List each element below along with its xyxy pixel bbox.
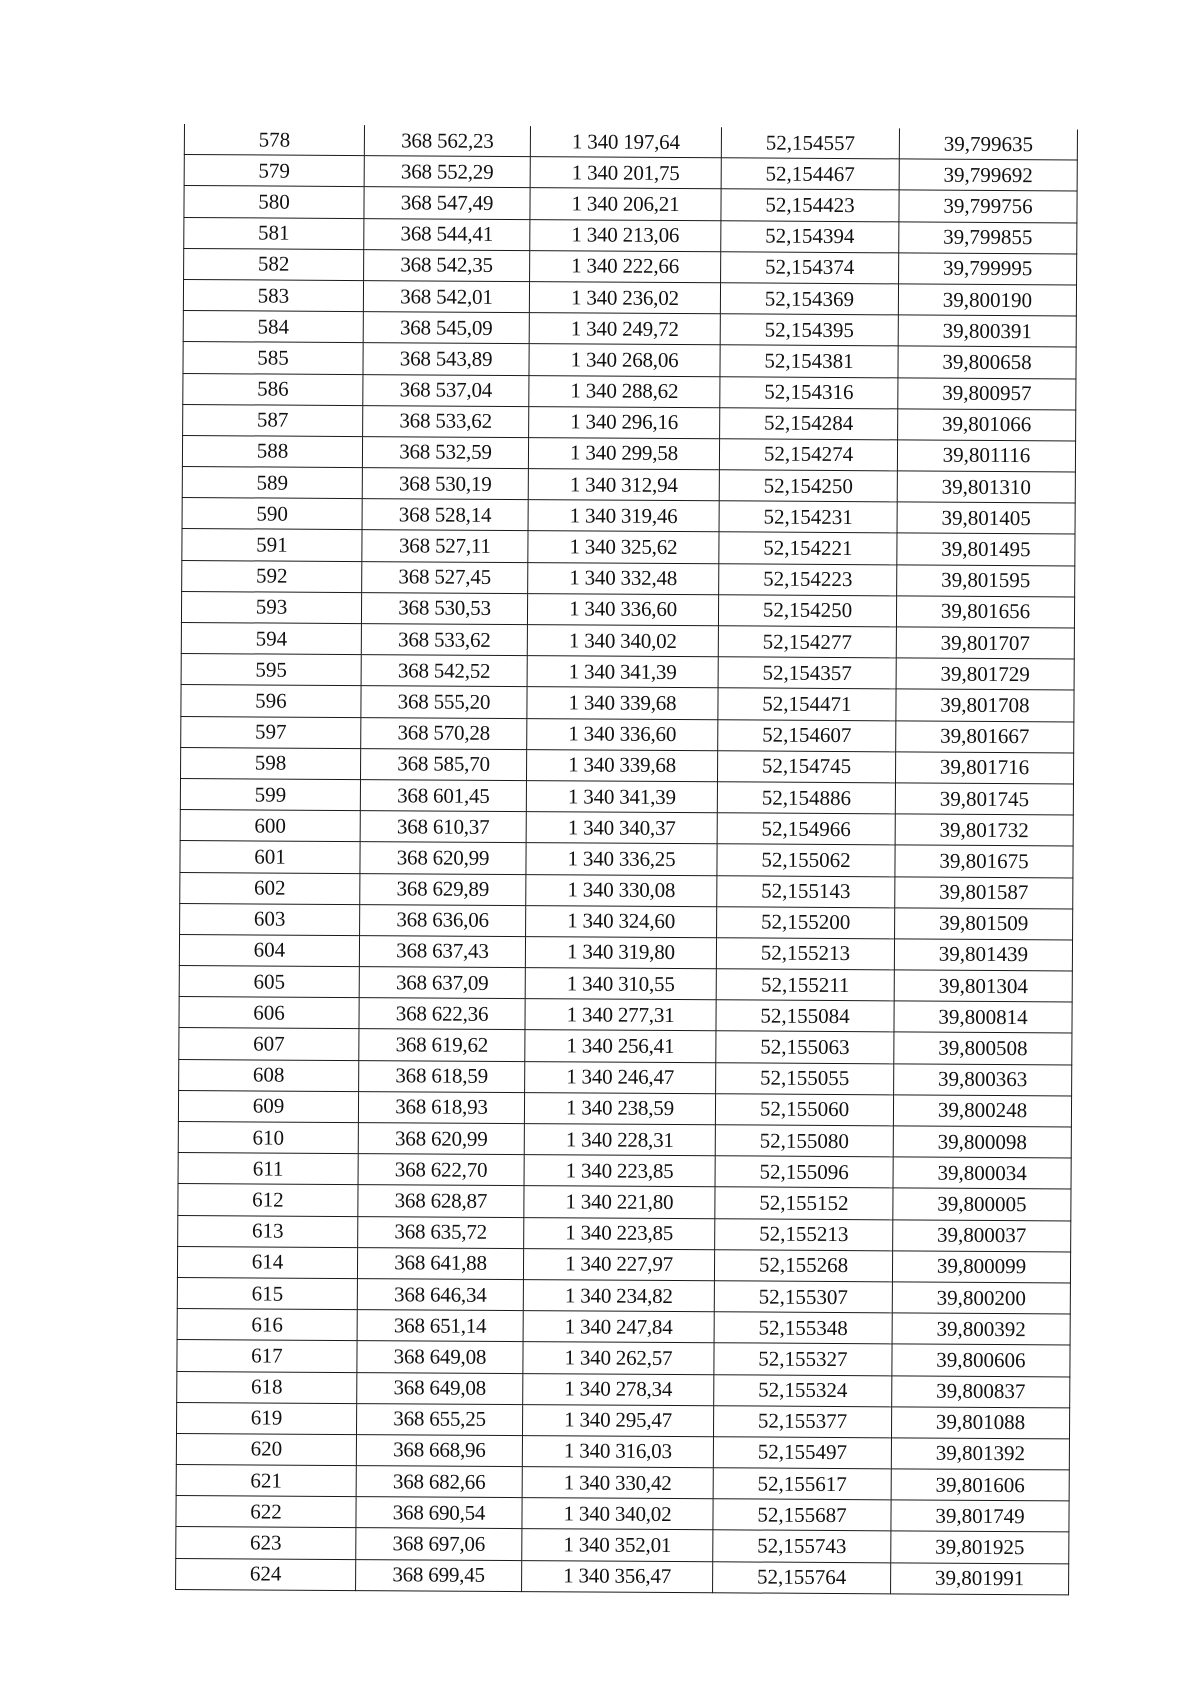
point-number-cell: 598	[181, 747, 361, 779]
latitude-cell: 52,155348	[714, 1312, 892, 1344]
latitude-cell: 52,155377	[713, 1405, 891, 1437]
y-coordinate-cell: 1 340 288,62	[529, 375, 720, 407]
latitude-cell: 52,155080	[715, 1125, 893, 1157]
x-coordinate-cell: 368 649,08	[357, 1372, 523, 1404]
point-number-cell: 582	[184, 248, 364, 280]
longitude-cell: 39,799635	[899, 128, 1077, 160]
x-coordinate-cell: 368 628,87	[358, 1185, 524, 1217]
latitude-cell: 52,155211	[716, 969, 894, 1001]
latitude-cell: 52,154284	[720, 407, 898, 439]
latitude-cell: 52,155152	[715, 1187, 893, 1219]
longitude-cell: 39,799692	[899, 159, 1077, 191]
point-number-cell: 601	[180, 841, 360, 873]
y-coordinate-cell: 1 340 356,47	[522, 1560, 713, 1592]
x-coordinate-cell: 368 620,99	[358, 1123, 524, 1155]
x-coordinate-cell: 368 570,28	[361, 717, 527, 749]
x-coordinate-cell: 368 533,62	[361, 624, 527, 656]
y-coordinate-cell: 1 340 256,41	[525, 1030, 716, 1062]
x-coordinate-cell: 368 532,59	[362, 436, 528, 468]
point-number-cell: 607	[179, 1028, 359, 1060]
y-coordinate-cell: 1 340 319,46	[528, 500, 719, 532]
latitude-cell: 52,155063	[716, 1031, 894, 1063]
longitude-cell: 39,801088	[891, 1407, 1069, 1439]
y-coordinate-cell: 1 340 277,31	[525, 999, 716, 1031]
y-coordinate-cell: 1 340 221,80	[524, 1186, 715, 1218]
y-coordinate-cell: 1 340 312,94	[528, 469, 719, 501]
latitude-cell: 52,154423	[721, 189, 899, 221]
x-coordinate-cell: 368 622,70	[358, 1154, 524, 1186]
longitude-cell: 39,800098	[893, 1126, 1071, 1158]
x-coordinate-cell: 368 543,89	[363, 343, 529, 375]
x-coordinate-cell: 368 533,62	[363, 405, 529, 437]
x-coordinate-cell: 368 622,36	[359, 998, 525, 1030]
latitude-cell: 52,154886	[717, 782, 895, 814]
longitude-cell: 39,801066	[898, 409, 1076, 441]
longitude-cell: 39,800508	[894, 1032, 1072, 1064]
y-coordinate-cell: 1 340 201,75	[530, 157, 721, 189]
y-coordinate-cell: 1 340 223,85	[524, 1217, 715, 1249]
y-coordinate-cell: 1 340 340,37	[526, 812, 717, 844]
x-coordinate-cell: 368 537,04	[363, 374, 529, 406]
longitude-cell: 39,801732	[895, 814, 1073, 846]
y-coordinate-cell: 1 340 206,21	[530, 188, 721, 220]
y-coordinate-cell: 1 340 234,82	[523, 1280, 714, 1312]
longitude-cell: 39,801304	[894, 970, 1072, 1002]
x-coordinate-cell: 368 636,06	[360, 904, 526, 936]
longitude-cell: 39,800190	[898, 284, 1076, 316]
coordinates-table-body	[176, 124, 1078, 1595]
latitude-cell: 52,155096	[715, 1156, 893, 1188]
point-number-cell: 606	[179, 997, 359, 1029]
latitude-cell: 52,155617	[713, 1468, 891, 1500]
y-coordinate-cell: 1 340 330,42	[522, 1467, 713, 1499]
y-coordinate-cell: 1 340 295,47	[522, 1404, 713, 1436]
y-coordinate-cell: 1 340 336,60	[527, 593, 718, 625]
latitude-cell: 52,154277	[718, 626, 896, 658]
y-coordinate-cell: 1 340 341,39	[527, 656, 718, 688]
point-number-cell: 579	[184, 155, 364, 187]
latitude-cell: 52,154369	[720, 283, 898, 315]
point-number-cell: 595	[181, 654, 361, 686]
x-coordinate-cell: 368 641,88	[357, 1247, 523, 1279]
latitude-cell: 52,155327	[714, 1343, 892, 1375]
longitude-cell: 39,800200	[892, 1282, 1070, 1314]
y-coordinate-cell: 1 340 296,16	[529, 406, 720, 438]
longitude-cell: 39,800037	[893, 1219, 1071, 1251]
x-coordinate-cell: 368 655,25	[356, 1403, 522, 1435]
x-coordinate-cell: 368 544,41	[364, 218, 530, 250]
latitude-cell: 52,155764	[713, 1561, 891, 1593]
x-coordinate-cell: 368 530,19	[362, 468, 528, 500]
point-number-cell: 603	[180, 903, 360, 935]
y-coordinate-cell: 1 340 352,01	[522, 1529, 713, 1561]
y-coordinate-cell: 1 340 278,34	[523, 1373, 714, 1405]
longitude-cell: 39,799995	[899, 253, 1077, 285]
x-coordinate-cell: 368 699,45	[356, 1559, 522, 1591]
point-number-cell: 612	[178, 1184, 358, 1216]
x-coordinate-cell: 368 690,54	[356, 1497, 522, 1529]
latitude-cell: 52,154274	[719, 439, 897, 471]
longitude-cell: 39,801587	[895, 876, 1073, 908]
point-number-cell: 605	[179, 966, 359, 998]
latitude-cell: 52,154395	[720, 314, 898, 346]
latitude-cell: 52,154316	[720, 376, 898, 408]
point-number-cell: 580	[184, 186, 364, 218]
x-coordinate-cell: 368 601,45	[360, 780, 526, 812]
point-number-cell: 616	[177, 1309, 357, 1341]
longitude-cell: 39,801606	[891, 1469, 1069, 1501]
x-coordinate-cell: 368 668,96	[356, 1434, 522, 1466]
longitude-cell: 39,801675	[895, 845, 1073, 877]
latitude-cell: 52,154557	[721, 127, 899, 159]
x-coordinate-cell: 368 637,43	[359, 935, 525, 967]
longitude-cell: 39,801749	[891, 1500, 1069, 1532]
longitude-cell: 39,800099	[892, 1251, 1070, 1283]
y-coordinate-cell: 1 340 227,97	[523, 1248, 714, 1280]
x-coordinate-cell: 368 542,52	[361, 655, 527, 687]
y-coordinate-cell: 1 340 222,66	[530, 250, 721, 282]
point-number-cell: 592	[182, 560, 362, 592]
latitude-cell: 52,154471	[718, 688, 896, 720]
longitude-cell: 39,801509	[895, 908, 1073, 940]
longitude-cell: 39,801405	[897, 502, 1075, 534]
point-number-cell: 583	[183, 279, 363, 311]
x-coordinate-cell: 368 697,06	[356, 1528, 522, 1560]
longitude-cell: 39,801392	[891, 1438, 1069, 1470]
x-coordinate-cell: 368 585,70	[360, 748, 526, 780]
latitude-cell: 52,155213	[716, 938, 894, 970]
point-number-cell: 599	[180, 778, 360, 810]
longitude-cell: 39,801716	[895, 752, 1073, 784]
point-number-cell: 621	[176, 1465, 356, 1497]
y-coordinate-cell: 1 340 341,39	[526, 781, 717, 813]
latitude-cell: 52,155497	[713, 1437, 891, 1469]
point-number-cell: 604	[179, 934, 359, 966]
latitude-cell: 52,155055	[716, 1062, 894, 1094]
latitude-cell: 52,154966	[717, 813, 895, 845]
y-coordinate-cell: 1 340 249,72	[529, 313, 720, 345]
point-number-cell: 618	[177, 1371, 357, 1403]
x-coordinate-cell: 368 545,09	[363, 312, 529, 344]
y-coordinate-cell: 1 340 330,08	[526, 874, 717, 906]
point-number-cell: 614	[177, 1246, 357, 1278]
y-coordinate-cell: 1 340 340,02	[522, 1498, 713, 1530]
y-coordinate-cell: 1 340 228,31	[524, 1124, 715, 1156]
point-number-cell: 596	[181, 685, 361, 717]
y-coordinate-cell: 1 340 247,84	[523, 1311, 714, 1343]
latitude-cell: 52,154381	[720, 345, 898, 377]
latitude-cell: 52,155687	[713, 1499, 891, 1531]
y-coordinate-cell: 1 340 319,80	[525, 936, 716, 968]
longitude-cell: 39,800391	[898, 315, 1076, 347]
point-number-cell: 622	[176, 1496, 356, 1528]
x-coordinate-cell: 368 651,14	[357, 1310, 523, 1342]
longitude-cell: 39,799855	[899, 221, 1077, 253]
y-coordinate-cell: 1 340 262,57	[523, 1342, 714, 1374]
x-coordinate-cell: 368 646,34	[357, 1279, 523, 1311]
x-coordinate-cell: 368 619,62	[359, 1029, 525, 1061]
latitude-cell: 52,154607	[718, 719, 896, 751]
x-coordinate-cell: 368 542,35	[364, 249, 530, 281]
x-coordinate-cell: 368 637,09	[359, 967, 525, 999]
y-coordinate-cell: 1 340 336,60	[527, 718, 718, 750]
y-coordinate-cell: 1 340 339,68	[526, 749, 717, 781]
point-number-cell: 589	[182, 467, 362, 499]
longitude-cell: 39,801116	[897, 440, 1075, 472]
y-coordinate-cell: 1 340 310,55	[525, 968, 716, 1000]
longitude-cell: 39,800248	[893, 1095, 1071, 1127]
point-number-cell: 623	[176, 1527, 356, 1559]
point-number-cell: 620	[176, 1433, 356, 1465]
latitude-cell: 52,155213	[715, 1218, 893, 1250]
table-row	[176, 1558, 1069, 1595]
x-coordinate-cell: 368 530,53	[361, 592, 527, 624]
point-number-cell: 593	[181, 591, 361, 623]
y-coordinate-cell: 1 340 246,47	[525, 1061, 716, 1093]
longitude-cell: 39,801708	[896, 689, 1074, 721]
latitude-cell: 52,154467	[721, 158, 899, 190]
y-coordinate-cell: 1 340 236,02	[529, 282, 720, 314]
x-coordinate-cell: 368 618,59	[359, 1060, 525, 1092]
x-coordinate-cell: 368 527,45	[362, 561, 528, 593]
latitude-cell: 52,155060	[715, 1094, 893, 1126]
longitude-cell: 39,800957	[898, 377, 1076, 409]
longitude-cell: 39,801310	[897, 471, 1075, 503]
point-number-cell: 586	[183, 373, 363, 405]
longitude-cell: 39,801595	[897, 564, 1075, 596]
point-number-cell: 578	[184, 124, 364, 156]
longitude-cell: 39,801495	[897, 533, 1075, 565]
latitude-cell: 52,155743	[713, 1530, 891, 1562]
x-coordinate-cell: 368 528,14	[362, 499, 528, 531]
x-coordinate-cell: 368 542,01	[363, 281, 529, 313]
y-coordinate-cell: 1 340 213,06	[530, 219, 721, 251]
latitude-cell: 52,155200	[717, 906, 895, 938]
point-number-cell: 619	[177, 1402, 357, 1434]
longitude-cell: 39,800363	[894, 1063, 1072, 1095]
coordinates-table	[175, 124, 1078, 1595]
latitude-cell: 52,154223	[719, 563, 897, 595]
y-coordinate-cell: 1 340 340,02	[527, 625, 718, 657]
x-coordinate-cell: 368 649,08	[357, 1341, 523, 1373]
point-number-cell: 597	[181, 716, 361, 748]
point-number-cell: 581	[184, 217, 364, 249]
point-number-cell: 588	[182, 435, 362, 467]
y-coordinate-cell: 1 340 325,62	[528, 531, 719, 563]
point-number-cell: 609	[178, 1090, 358, 1122]
x-coordinate-cell: 368 682,66	[356, 1466, 522, 1498]
latitude-cell: 52,154250	[719, 470, 897, 502]
x-coordinate-cell: 368 527,11	[362, 530, 528, 562]
longitude-cell: 39,800658	[898, 346, 1076, 378]
latitude-cell: 52,155324	[714, 1374, 892, 1406]
point-number-cell: 600	[180, 810, 360, 842]
point-number-cell: 590	[182, 498, 362, 530]
longitude-cell: 39,801656	[896, 596, 1074, 628]
x-coordinate-cell: 368 610,37	[360, 811, 526, 843]
x-coordinate-cell: 368 555,20	[361, 686, 527, 718]
latitude-cell: 52,154357	[718, 657, 896, 689]
x-coordinate-cell: 368 635,72	[358, 1216, 524, 1248]
longitude-cell: 39,800392	[892, 1313, 1070, 1345]
point-number-cell: 624	[176, 1558, 356, 1590]
latitude-cell: 52,154250	[718, 595, 896, 627]
x-coordinate-cell: 368 552,29	[364, 156, 530, 188]
longitude-cell: 39,799756	[899, 190, 1077, 222]
y-coordinate-cell: 1 340 339,68	[527, 687, 718, 719]
longitude-cell: 39,801707	[896, 627, 1074, 659]
y-coordinate-cell: 1 340 324,60	[526, 905, 717, 937]
latitude-cell: 52,154374	[721, 252, 899, 284]
point-number-cell: 615	[177, 1277, 357, 1309]
point-number-cell: 617	[177, 1340, 357, 1372]
x-coordinate-cell: 368 629,89	[360, 873, 526, 905]
y-coordinate-cell: 1 340 336,25	[526, 843, 717, 875]
point-number-cell: 587	[183, 404, 363, 436]
point-number-cell: 610	[178, 1121, 358, 1153]
longitude-cell: 39,800814	[894, 1001, 1072, 1033]
x-coordinate-cell: 368 562,23	[364, 125, 530, 157]
latitude-cell: 52,154745	[717, 751, 895, 783]
point-number-cell: 591	[182, 529, 362, 561]
latitude-cell: 52,155062	[717, 844, 895, 876]
longitude-cell: 39,800034	[893, 1157, 1071, 1189]
latitude-cell: 52,155143	[717, 875, 895, 907]
y-coordinate-cell: 1 340 268,06	[529, 344, 720, 376]
latitude-cell: 52,155268	[714, 1250, 892, 1282]
longitude-cell: 39,801667	[896, 720, 1074, 752]
x-coordinate-cell: 368 620,99	[360, 842, 526, 874]
point-number-cell: 594	[181, 622, 361, 654]
longitude-cell: 39,800005	[893, 1188, 1071, 1220]
y-coordinate-cell: 1 340 299,58	[528, 437, 719, 469]
longitude-cell: 39,800837	[892, 1375, 1070, 1407]
latitude-cell: 52,155307	[714, 1281, 892, 1313]
longitude-cell: 39,801745	[895, 783, 1073, 815]
latitude-cell: 52,154394	[721, 220, 899, 252]
x-coordinate-cell: 368 547,49	[364, 187, 530, 219]
x-coordinate-cell: 368 618,93	[358, 1091, 524, 1123]
longitude-cell: 39,800606	[892, 1344, 1070, 1376]
latitude-cell: 52,154231	[719, 501, 897, 533]
longitude-cell: 39,801925	[891, 1531, 1069, 1563]
point-number-cell: 585	[183, 342, 363, 374]
point-number-cell: 613	[178, 1215, 358, 1247]
y-coordinate-cell: 1 340 223,85	[524, 1155, 715, 1187]
y-coordinate-cell: 1 340 316,03	[522, 1435, 713, 1467]
latitude-cell: 52,154221	[719, 532, 897, 564]
longitude-cell: 39,801439	[894, 939, 1072, 971]
point-number-cell: 584	[183, 311, 363, 343]
longitude-cell: 39,801729	[896, 658, 1074, 690]
y-coordinate-cell: 1 340 197,64	[530, 126, 721, 158]
point-number-cell: 611	[178, 1153, 358, 1185]
y-coordinate-cell: 1 340 238,59	[524, 1092, 715, 1124]
latitude-cell: 52,155084	[716, 1000, 894, 1032]
longitude-cell: 39,801991	[891, 1562, 1069, 1594]
point-number-cell: 602	[180, 872, 360, 904]
y-coordinate-cell: 1 340 332,48	[528, 562, 719, 594]
point-number-cell: 608	[179, 1059, 359, 1091]
